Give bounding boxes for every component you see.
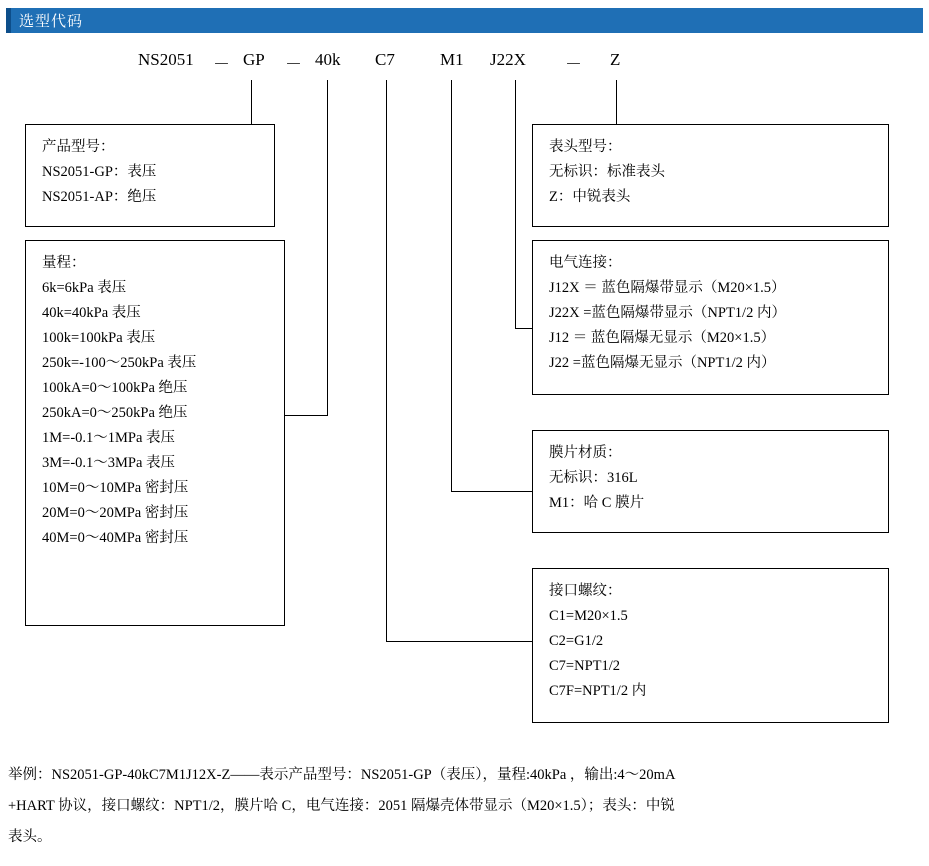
connector-product-model: [251, 80, 252, 125]
box-diaphragm-title: 膜片材质：: [549, 445, 622, 461]
box-diaphragm-material: [532, 430, 889, 533]
box-head-model-line-1: 无标识：标准表头: [549, 164, 665, 180]
box-thread-line-2: C2=G1/2: [549, 633, 604, 649]
box-interface-thread: [532, 568, 889, 723]
box-thread-line-3: C7=NPT1/2: [549, 658, 621, 674]
box-range: [25, 240, 285, 626]
code-segment-diaphragm: M1: [440, 50, 464, 69]
box-range-line-5: 100kA=0～100kPa 绝压: [42, 380, 188, 396]
model-code-line: [0, 50, 929, 76]
code-segment-dash1: －: [213, 55, 230, 74]
box-diaphragm-line-1: 无标识：316L: [549, 470, 638, 486]
code-segment-range: 40k: [315, 50, 341, 69]
connector-thread-horizontal: [386, 641, 532, 642]
box-range-line-8: 3M=-0.1～3MPa 表压: [42, 455, 176, 471]
box-range-line-7: 1M=-0.1～1MPa 表压: [42, 430, 176, 446]
box-head-model-title: 表头型号：: [549, 139, 622, 155]
connector-thread-vertical: [386, 80, 387, 641]
box-head-model: [532, 124, 889, 227]
code-segment-product: NS2051: [138, 50, 194, 69]
box-thread-line-1: C1=M20×1.5: [549, 608, 628, 624]
box-electrical-line-4: J22 =蓝色隔爆无显示（NPT1/2 内）: [549, 355, 776, 371]
box-electrical-line-2: J22X =蓝色隔爆带显示（NPT1/2 内）: [549, 305, 786, 321]
code-segment-dash3: －: [565, 55, 582, 74]
box-product-model-line-2: NS2051-AP：绝压: [42, 189, 157, 205]
connector-range-horizontal: [285, 415, 328, 416]
box-electrical-connection: [532, 240, 889, 395]
box-range-line-6: 250kA=0～250kPa 绝压: [42, 405, 188, 421]
box-head-model-line-2: Z：中锐表头: [549, 189, 631, 205]
code-segment-dash2: －: [285, 55, 302, 74]
example-note-line-1: 举例：NS2051-GP-40kC7M1J12X-Z——表示产品型号：NS2051-GP（表压），量程:40kPa ，输出:4～20mA: [8, 767, 676, 783]
example-note-line-2: +HART 协议，接口螺纹：NPT1/2，膜片哈 C，电气连接：2051 隔爆壳体带显示（M20×1.5）；表头：中锐: [8, 798, 675, 814]
box-range-line-11: 40M=0～40MPa 密封压: [42, 530, 189, 546]
box-range-line-3: 100k=100kPa 表压: [42, 330, 156, 346]
box-diaphragm-line-2: M1：哈 C 膜片: [549, 495, 645, 511]
example-note-line-3: 表头。: [8, 829, 52, 845]
connector-head-model: [616, 80, 617, 124]
box-range-line-10: 20M=0～20MPa 密封压: [42, 505, 189, 521]
box-range-line-9: 10M=0～10MPa 密封压: [42, 480, 189, 496]
connector-electrical-horizontal: [515, 328, 532, 329]
page-title: 选型代码: [19, 13, 84, 30]
code-segment-thread: C7: [375, 50, 395, 69]
box-range-title: 量程：: [42, 255, 86, 271]
box-product-model: [25, 124, 275, 227]
box-product-model-line-1: NS2051-GP：表压: [42, 164, 157, 180]
box-thread-title: 接口螺纹：: [549, 583, 622, 599]
code-segment-electrical: J22X: [490, 50, 526, 69]
box-range-line-2: 40k=40kPa 表压: [42, 305, 141, 321]
code-segment-head: Z: [610, 50, 621, 69]
connector-range-vertical: [327, 80, 328, 415]
connector-diaphragm-horizontal: [451, 491, 532, 492]
box-range-line-1: 6k=6kPa 表压: [42, 280, 127, 296]
box-product-model-title: 产品型号：: [42, 139, 115, 155]
box-electrical-title: 电气连接：: [549, 255, 622, 271]
section-header: [6, 8, 923, 33]
example-note: [8, 760, 923, 853]
connector-electrical-vertical: [515, 80, 516, 328]
box-range-line-4: 250k=-100～250kPa 表压: [42, 355, 197, 371]
connector-diaphragm-vertical: [451, 80, 452, 491]
box-electrical-line-1: J12X ＝ 蓝色隔爆带显示（M20×1.5）: [549, 280, 786, 296]
box-electrical-line-3: J12 ＝ 蓝色隔爆无显示（M20×1.5）: [549, 330, 776, 346]
code-segment-gp: GP: [243, 50, 265, 69]
box-thread-line-4: C7F=NPT1/2 内: [549, 683, 647, 699]
